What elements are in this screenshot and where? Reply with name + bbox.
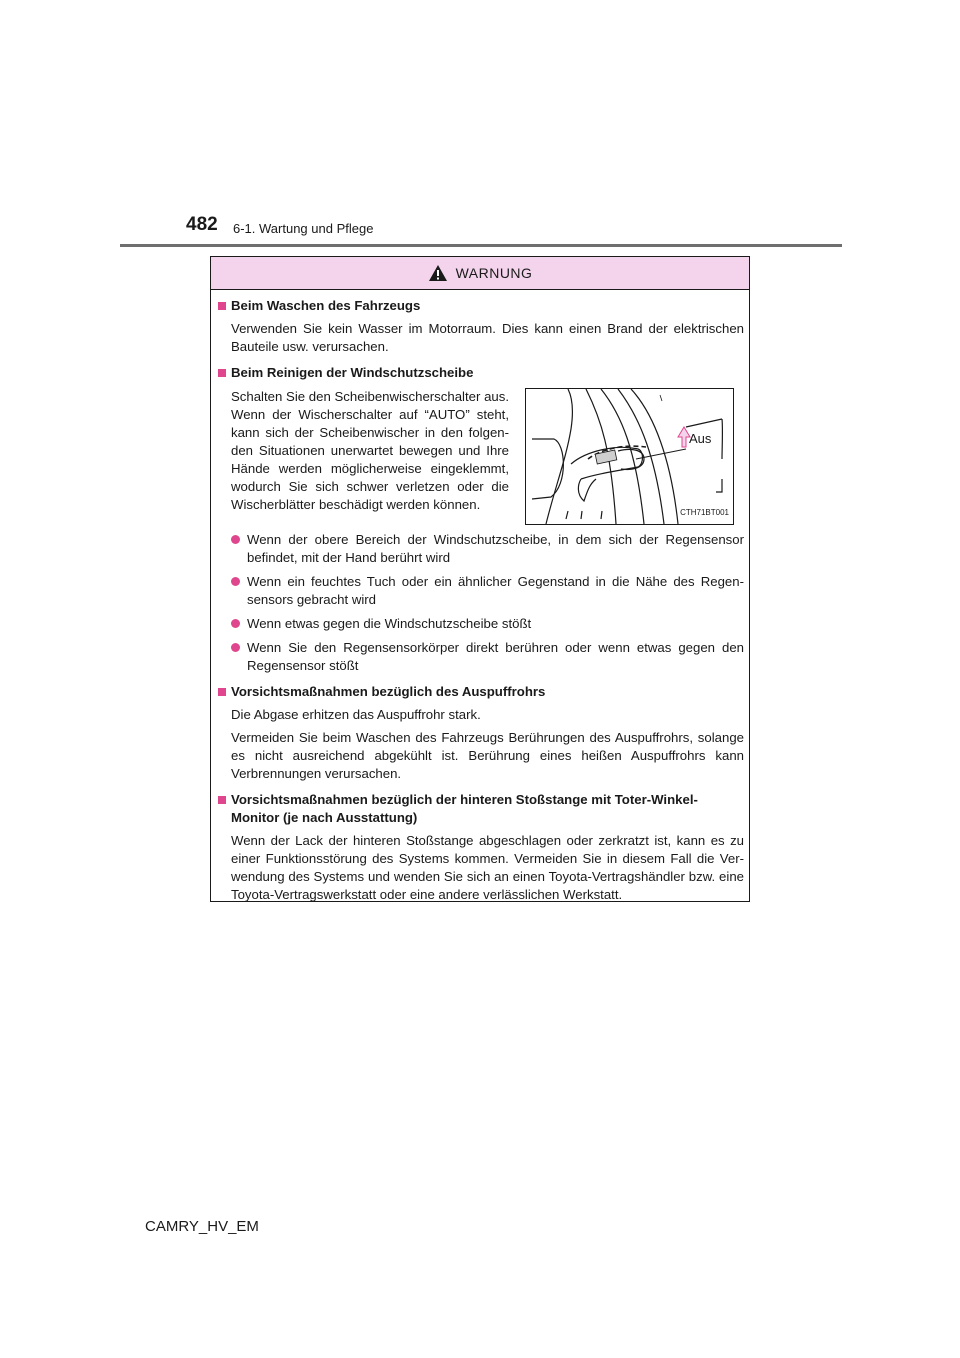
round-bullet-icon	[231, 535, 240, 544]
figure-code: CTH71BT001	[680, 508, 729, 517]
section-heading-washing	[218, 297, 744, 315]
heading-text: Vorsichtsmaßnahmen bezüglich des Auspuffrohrs	[231, 684, 546, 699]
list-item	[231, 615, 744, 633]
heading-text: Vorsichtsmaßnahmen bezüglich der hinteren Stoßstange mit Toter-Winkel-Monitor (je nach Ausstattung)	[231, 792, 698, 825]
windshield-text: Schalten Sie den Scheibenwischerschalter aus. Wenn der Wischerschalter auf “AUTO” steht, kann sich der Scheibenwischer in den folgen-den Situationen unerwartet bewegen und Ihre Hände werden möglicherweise eingeklemmt, wodurch Sie sich schwer verletzen oder die Wischerblätter beschädigt werden können.	[231, 389, 509, 512]
round-bullet-icon	[231, 577, 240, 586]
exhaust-text-1: Die Abgase erhitzen das Auspuffrohr stark.	[231, 707, 481, 722]
square-bullet-icon	[218, 369, 226, 377]
exhaust-text-2: Vermeiden Sie beim Waschen des Fahrzeugs Berührungen des Auspuffrohrs, solange es nicht ausreichend abgekühlt ist. Berührung eines heißen Auspuffrohrs kann Verbrennungen verursachen.	[231, 730, 744, 781]
square-bullet-icon	[218, 796, 226, 804]
list-item-text: Wenn Sie den Regensensorkörper direkt berühren oder wenn etwas gegen den Regensensor stößt	[247, 640, 744, 673]
list-item-text: Wenn etwas gegen die Windschutzscheibe stößt	[247, 616, 532, 631]
list-item-text: Wenn der obere Bereich der Windschutzscheibe, in dem sich der Regensensor befindet, mit der Hand berührt wird	[247, 532, 744, 565]
figure-label-off: Aus	[689, 431, 712, 446]
washing-text: Verwenden Sie kein Wasser im Motorraum. Dies kann einen Brand der elektrischen Bauteile usw. verursachen.	[231, 321, 744, 354]
windshield-row	[218, 388, 744, 525]
header-divider	[120, 244, 842, 247]
section-heading-exhaust	[218, 683, 744, 701]
list-item	[231, 639, 744, 675]
square-bullet-icon	[218, 688, 226, 696]
heading-text: Beim Reinigen der Windschutzscheibe	[231, 365, 474, 380]
square-bullet-icon	[218, 302, 226, 310]
warning-box	[210, 256, 750, 902]
warning-title: WARNUNG	[455, 265, 533, 281]
wiper-switch-figure	[525, 388, 734, 525]
section-title: 6-1. Wartung und Pflege	[233, 221, 374, 236]
round-bullet-icon	[231, 643, 240, 652]
model-code: CAMRY_HV_EM	[145, 1218, 259, 1235]
section-heading-bumper	[218, 791, 744, 827]
heading-text: Beim Waschen des Fahrzeugs	[231, 298, 421, 313]
warning-header	[211, 257, 749, 290]
list-item	[231, 531, 744, 567]
list-item	[231, 573, 744, 609]
page-number: 482	[186, 214, 218, 235]
warning-triangle-icon	[428, 264, 448, 282]
round-bullet-icon	[231, 619, 240, 628]
list-item-text: Wenn ein feuchtes Tuch oder ein ähnlicher Gegenstand in die Nähe des Regen-sensors gebracht wird	[247, 574, 744, 607]
section-heading-windshield	[218, 364, 744, 382]
warning-content	[218, 297, 744, 904]
bumper-text: Wenn der Lack der hinteren Stoßstange abgeschlagen oder zerkratzt ist, kann es zu einer Funktionsstörung des Systems kommen. Vermeiden Sie in diesem Fall die Ver-wendung des Systems und wenden Sie sich an einen Toyota-Vertragshändler bzw. eine Toyota-Vertragswerkstatt oder eine andere verlässlichen Werkstatt.	[231, 833, 744, 902]
